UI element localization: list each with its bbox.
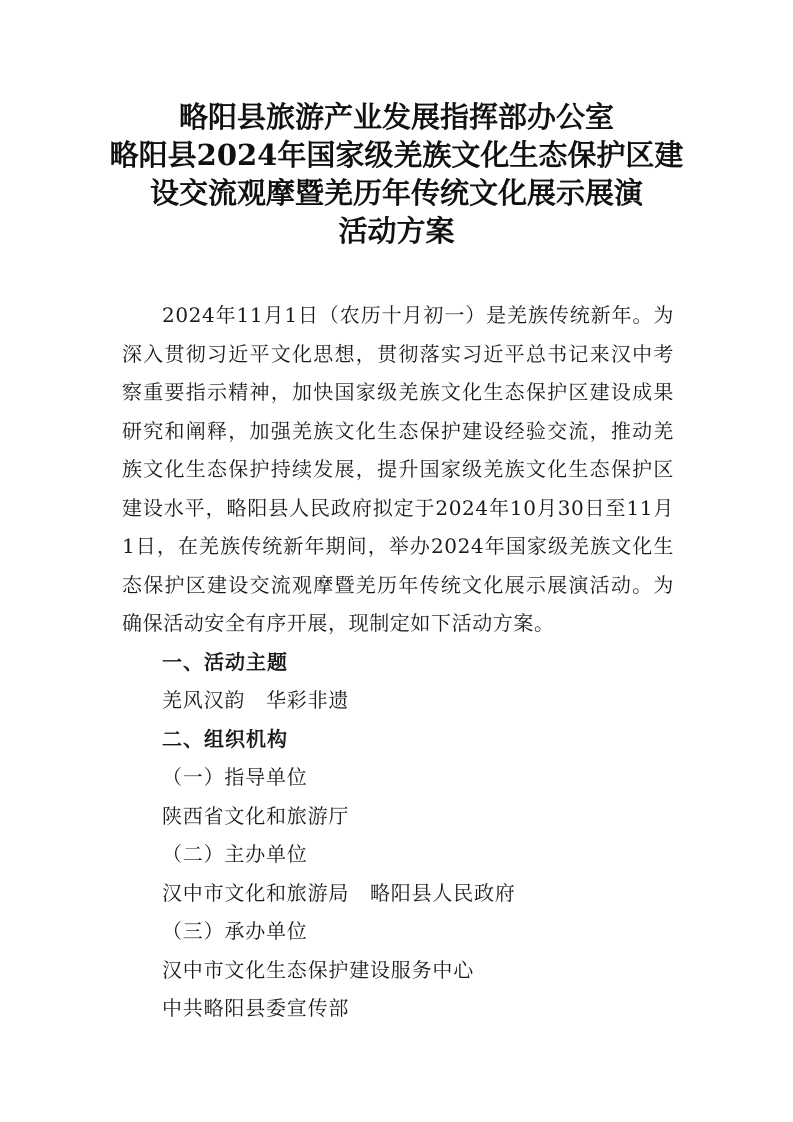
organizer-unit-1: 汉中市文化生态保护建设服务中心 bbox=[162, 957, 474, 982]
document-title bbox=[0, 98, 793, 250]
section-1-heading: 一、活动主题 bbox=[162, 649, 288, 674]
document-body bbox=[122, 296, 674, 1028]
title-line-4: 活动方案 bbox=[338, 214, 455, 248]
organizer-unit-2: 中共略阳县委宣传部 bbox=[162, 996, 350, 1020]
guide-unit: 陕西省文化和旅游厅 bbox=[162, 803, 350, 828]
title-line-2: 略阳县2024年国家级羌族文化生态保护区建 bbox=[109, 138, 684, 172]
intro-paragraph: 2024年11月1日（农历十月初一）是羌族传统新年。为深入贯彻习近平文化思想，贯彻落实习近平总书记来汉中考察重要指示精神，加快国家级羌族文化生态保护区建设成果研究和阐释，加强羌族文化生态保护建设经验交流，推动羌族文化生态保护持续发展，提升国家级羌族文化生态保护区建设水平，略阳县人民政府拟定于2024年10月30日至11月1日，在羌族传统新年期间，举办2024年国家级羌族文化生态保护区建设交流观摩暨羌历年传统文化展示展演活动。为确保活动安全有序开展，现制定如下活动方案。 bbox=[122, 303, 674, 635]
title-line-3: 设交流观摩暨羌历年传统文化展示展演 bbox=[149, 176, 643, 210]
guide-unit-heading: （一）指导单位 bbox=[162, 765, 308, 789]
organizer-unit-heading: （三）承办单位 bbox=[162, 919, 308, 943]
host-unit-heading: （二）主办单位 bbox=[162, 842, 308, 866]
host-units: 汉中市文化和旅游局 略阳县人民政府 bbox=[162, 880, 516, 905]
section-2-heading: 二、组织机构 bbox=[162, 726, 288, 751]
activity-theme: 羌风汉韵 华彩非遗 bbox=[162, 688, 350, 712]
title-line-1: 略阳县旅游产业发展指挥部办公室 bbox=[178, 100, 614, 134]
